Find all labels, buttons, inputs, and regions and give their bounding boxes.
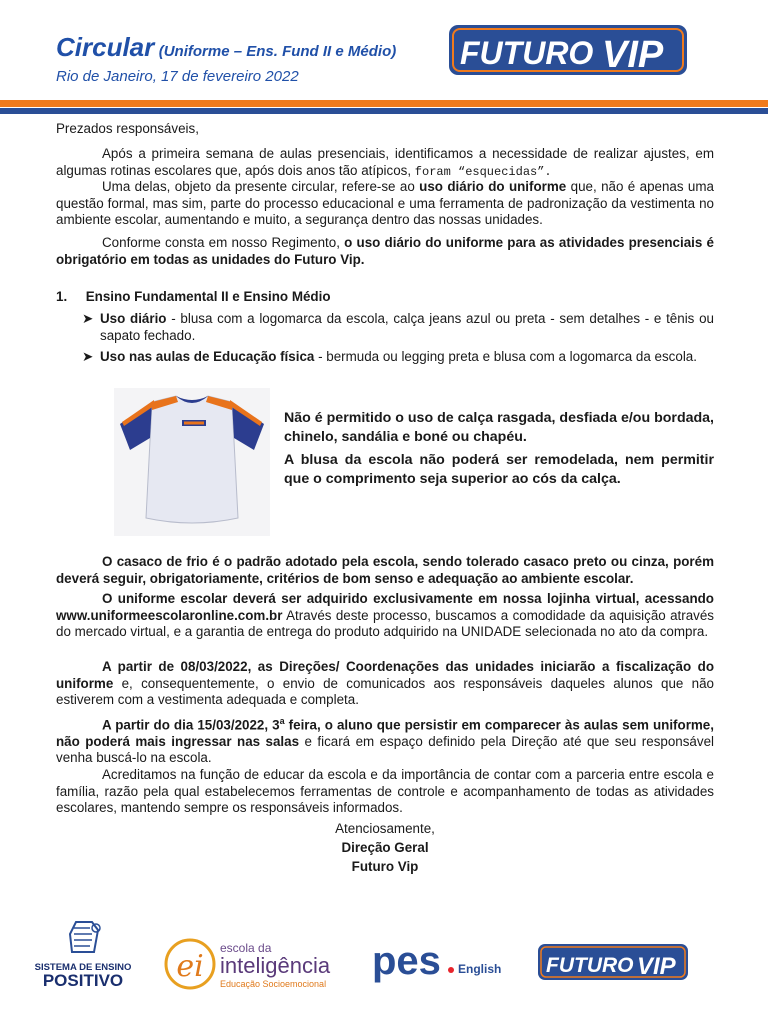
bullet2-bold: Uso nas aulas de Educação física [100, 349, 315, 364]
signature-direcao: Direção Geral [341, 840, 429, 855]
footer-futuro-text: FUTURO [546, 954, 634, 977]
escola-inteligencia-logo [164, 936, 340, 992]
p5-bold: O uniforme escolar deverá ser adquirido exclusivamente em nossa lojinha virtual, acessando www.uniformeescolaronline.com.br [56, 591, 714, 623]
arrow-bullet-icon: ➤ [82, 311, 94, 326]
bullet1-text: - blusa com a logomarca da escola, calça jeans azul ou preta - sem detalhes - e tênis ou sapato fechado. [100, 311, 714, 343]
p2-text-a: Uma delas, objeto da presente circular, refere-se ao [102, 179, 415, 194]
p7-bold-a: A partir do dia 15/03/2022, 3 [102, 717, 280, 733]
greeting: Prezados responsáveis, [56, 121, 199, 136]
p7-bold-b: feira, o aluno que persistir em comparecer às aulas sem uniforme, não poderá mais ingressar nas salas [56, 717, 714, 749]
circular-date: Rio de Janeiro, 17 de fevereiro 2022 [56, 68, 299, 85]
title-main: Circular [56, 32, 155, 62]
p1-text: Após a primeira semana de aulas presenciais, identificamos a necessidade de realizar ajustes, em algumas rotinas escolares que, após dois anos tão atípicos, [56, 146, 714, 178]
p5-text: Através deste processo, buscamos a comodidade da aquisição através do mercado virtual, e a garantia de entrega do produto adquirido na UNIDADE selecionada no ato da compra. [56, 607, 714, 639]
closing: Atenciosamente, [335, 821, 435, 836]
signature-futurovip: Futuro Vip [351, 859, 419, 874]
paragraph-casaco: O casaco de frio é o padrão adotado pela escola, sendo tolerado casaco preto ou cinza, porém deverá seguir, obrigatoriamente, critérios de bom senso e adequação ao ambiente escolar. [56, 554, 714, 586]
futurovip-logo-footer [536, 942, 690, 982]
paragraph-loja-virtual [56, 591, 714, 641]
futurovip-logo-header [446, 22, 690, 78]
p3-text: Conforme consta em nosso Regimento, [102, 235, 340, 250]
bullet-uso-diario [82, 311, 714, 344]
notice-prohibited: Não é permitido o uso de calça rasgada, desfiada e/ou bordada, chinelo, sandália e boné ou chapéu. [284, 410, 714, 445]
ei-line3: Educação Socioemocional [220, 979, 327, 989]
logo-vip-text: VIP [602, 34, 664, 76]
pes-english: English [458, 962, 502, 976]
p3-bold: o uso diário do uniforme para as atividades presenciais é obrigatório em todas as unidades do Futuro Vip. [56, 235, 714, 267]
header-band-blue [0, 108, 768, 114]
ei-line1: escola da [220, 941, 272, 955]
p2-text-b: que, não é apenas uma questão formal, mas sim, parte do processo educacional e uma ferramenta de padronização da vestimenta no ambiente escolar, aumentando e muito, a segurança dentro das nossas unidades. [56, 179, 714, 227]
bullet-educacao-fisica [82, 349, 714, 366]
p1-mono: foram “esquecidas”. [414, 164, 552, 179]
uniform-shirt-image [114, 388, 270, 536]
notice-blouse: A blusa da escola não poderá ser remodelada, nem permitir que o comprimento seja superior ao cós da calça. [284, 452, 714, 487]
arrow-bullet-icon: ➤ [82, 349, 94, 364]
p6-bold: A partir de 08/03/2022, as Direções/ Coordenações das unidades iniciarão a fiscalização do uniforme [56, 659, 714, 691]
p7-text: e ficará em espaço definido pela Direção até que seu responsável venha buscá-lo na escola. [56, 733, 714, 766]
header-band-orange [0, 100, 768, 107]
pes-english-logo [372, 940, 506, 986]
paragraph-fiscalizacao [56, 659, 714, 709]
ei-mark: ei [176, 949, 204, 984]
paragraph-1 [56, 146, 714, 180]
logo-futuro-text: FUTURO [460, 35, 594, 71]
bullet2-text: - bermuda ou legging preta e blusa com a logomarca da escola. [318, 349, 697, 364]
paragraph-prazo [56, 713, 714, 767]
p6-text: e, consequentemente, o envio de comunicados aos responsáveis daqueles alunos que não estiverem com a vestimenta adequada e completa. [56, 675, 714, 707]
section-heading [56, 289, 331, 304]
title-subtitle: (Uniforme – Ens. Fund II e Médio) [158, 43, 397, 60]
ei-line2: inteligência [220, 953, 331, 978]
footer-vip-text: VIP [637, 953, 676, 980]
section-number: 1. [56, 289, 68, 304]
paragraph-parceria: Acreditamos na função de educar da escola e da importância de contar com a parceria entre escola e família, razão pela qual estabelecemos ferramentas de controle e acompanhamento de todas as atividades escolares, mantendo sempre os responsáveis informados. [56, 767, 714, 815]
positivo-line1: SISTEMA DE ENSINO [34, 962, 132, 973]
p2-bold: uso diário do uniforme [419, 179, 567, 194]
pes-mark: pes [372, 940, 441, 983]
bullet1-bold: Uso diário [100, 311, 167, 326]
section-title: Ensino Fundamental II e Ensino Médio [85, 289, 331, 304]
paragraph-3 [56, 235, 714, 268]
positivo-logo [30, 918, 136, 992]
positivo-line2: POSITIVO [42, 971, 124, 990]
paragraph-2 [56, 179, 714, 229]
p7-superscript: a [279, 716, 285, 726]
circular-title [56, 32, 396, 63]
